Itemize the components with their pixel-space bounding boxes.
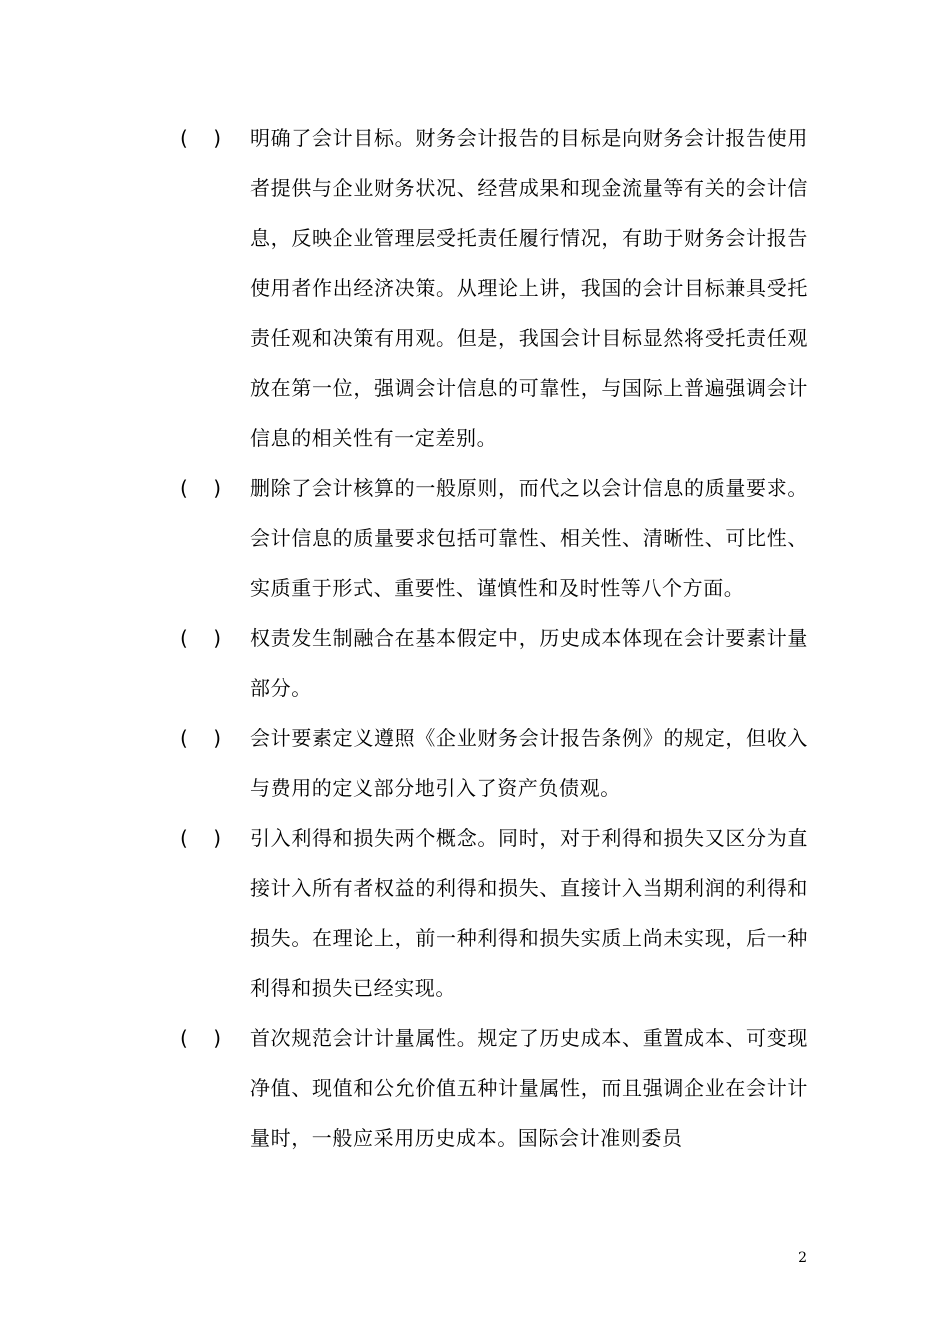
list-item [180, 463, 820, 613]
list-item [180, 813, 820, 1013]
item-marker: ( ) [180, 826, 222, 850]
item-text: 删除了会计核算的一般原则，而代之以会计信息的质量要求。会计信息的质量要求包括可靠性、相关性、清晰性、可比性、实质重于形式、重要性、谨慎性和及时性等八个方面。 [250, 476, 808, 600]
item-text: 权责发生制融合在基本假定中，历史成本体现在会计要素计量部分。 [250, 626, 808, 700]
item-text: 会计要素定义遵照《企业财务会计报告条例》的规定，但收入与费用的定义部分地引入了资产负债观。 [250, 726, 808, 800]
item-marker: ( ) [180, 1026, 222, 1050]
item-text: 明确了会计目标。财务会计报告的目标是向财务会计报告使用者提供与企业财务状况、经营成果和现金流量等有关的会计信息，反映企业管理层受托责任履行情况，有助于财务会计报告使用者作出经济决策。从理论上讲，我国的会计目标兼具受托责任观和决策有用观。但是，我国会计目标显然将受托责任观放在第一位，强调会计信息的可靠性，与国际上普遍强调会计信息的相关性有一定差别。 [250, 126, 808, 450]
list-item [180, 1013, 820, 1163]
list-item [180, 713, 820, 813]
page-number: 2 [798, 1250, 807, 1266]
item-text: 引入利得和损失两个概念。同时，对于利得和损失又区分为直接计入所有者权益的利得和损失、直接计入当期利润的利得和损失。在理论上，前一种利得和损失实质上尚未实现，后一种利得和损失已经实现。 [250, 826, 808, 1000]
list-item [180, 613, 820, 713]
item-list [180, 113, 820, 1163]
item-text: 首次规范会计计量属性。规定了历史成本、重置成本、可变现净值、现值和公允价值五种计量属性，而且强调企业在会计计量时，一般应采用历史成本。国际会计准则委员 [250, 1026, 808, 1150]
list-item [180, 113, 820, 463]
item-marker: ( ) [180, 626, 222, 650]
item-marker: ( ) [180, 476, 222, 500]
item-marker: ( ) [180, 126, 222, 150]
item-marker: ( ) [180, 726, 222, 750]
